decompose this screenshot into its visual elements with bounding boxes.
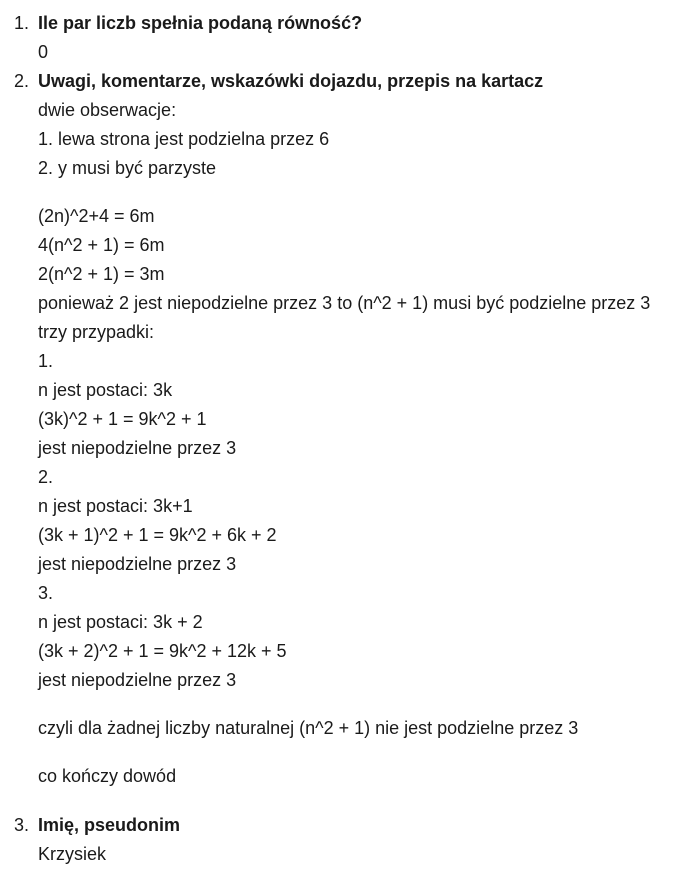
question-number: 1. [14,13,30,33]
answer-text: 0 [38,42,49,62]
answer-line: (3k + 2)^2 + 1 = 9k^2 + 12k + 5 [38,641,287,661]
answer-line: (2n)^2+4 = 6m [38,206,155,226]
answer-line: (3k)^2 + 1 = 9k^2 + 1 [38,409,207,429]
answer-line: n jest postaci: 3k + 2 [38,612,203,632]
question-title: Uwagi, komentarze, wskazówki dojazdu, przepis na kartacz [38,71,544,91]
answer-line: co kończy dowód [38,766,177,786]
answer-line: 3. [38,583,54,603]
answer-line: dwie obserwacje: [38,100,177,120]
question-title: Ile par liczb spełnia podaną równość? [38,13,363,33]
answer-line: 2(n^2 + 1) = 3m [38,264,165,284]
question-number: 3. [14,815,30,835]
answer-line: (3k + 1)^2 + 1 = 9k^2 + 6k + 2 [38,525,277,545]
answer-line: trzy przypadki: [38,322,155,342]
answer-line: 4(n^2 + 1) = 6m [38,235,165,255]
answer-line: jest niepodzielne przez 3 [38,554,237,574]
answer-line: czyli dla żadnej liczby naturalnej (n^2 + 1) nie jest podzielne przez 3 [38,718,579,738]
answer-line: 1. [38,351,54,371]
answer-line: n jest postaci: 3k [38,380,173,400]
answer-line: jest niepodzielne przez 3 [38,670,237,690]
question-title: Imię, pseudonim [38,815,181,835]
answer-line: 1. lewa strona jest podzielna przez 6 [38,129,330,149]
answer-line: ponieważ 2 jest niepodzielne przez 3 to (n^2 + 1) musi być podzielne przez 3 [38,293,651,313]
answer-line: n jest postaci: 3k+1 [38,496,193,516]
answer-line: 2. y musi być parzyste [38,158,217,178]
question-number: 2. [14,71,30,91]
answer-line: jest niepodzielne przez 3 [38,438,237,458]
answer-text: Krzysiek [38,844,107,864]
answer-line: 2. [38,467,54,487]
